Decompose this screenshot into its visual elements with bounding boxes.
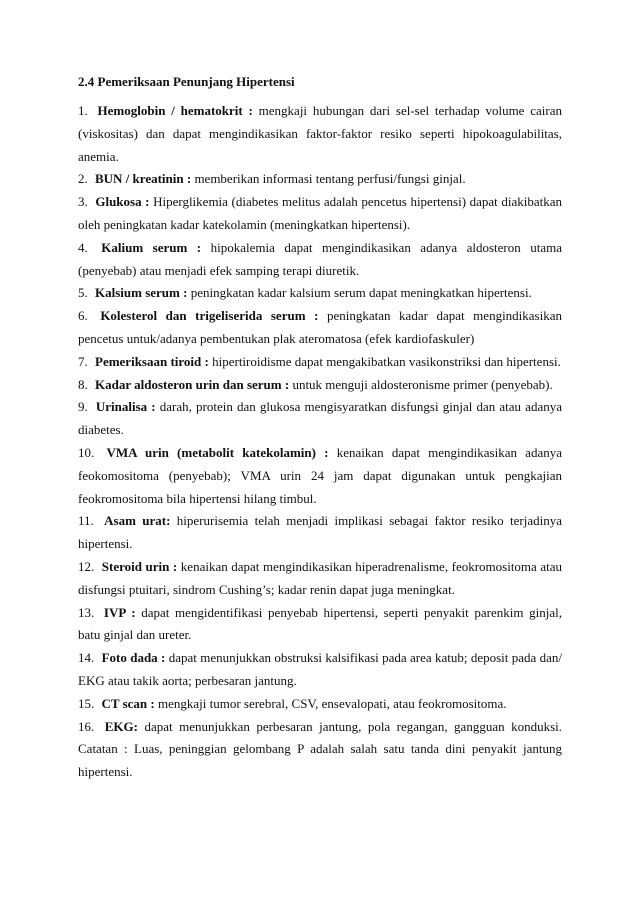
item-number: 5.	[78, 285, 88, 301]
item-number: 8.	[78, 376, 88, 392]
item-text: untuk menguji aldosteronisme primer (penyebab).	[289, 376, 553, 392]
list-item	[78, 351, 562, 374]
item-term: Pemeriksaan tiroid :	[95, 353, 209, 369]
item-number: 4.	[78, 239, 88, 255]
exam-list	[78, 100, 562, 784]
section-heading: 2.4 Pemeriksaan Penunjang Hipertensi	[78, 74, 295, 89]
item-text: peningkatan kadar kalsium serum dapat meningkatkan hipertensi.	[187, 285, 532, 301]
item-term: Steroid urin :	[101, 558, 178, 574]
list-item	[78, 282, 562, 305]
list-item	[78, 237, 562, 283]
item-term: Hemoglobin / hematokrit :	[97, 103, 253, 118]
list-item	[78, 693, 562, 716]
item-term: Glukosa :	[95, 194, 150, 210]
list-item	[78, 647, 562, 693]
item-text: darah, protein dan glukosa mengisyaratkan disfungsi ginjal dan atau adanya diabetes.	[78, 399, 562, 438]
item-number: 15.	[78, 695, 95, 711]
list-item	[78, 396, 562, 442]
item-term: Kolesterol dan trigeliserida serum :	[100, 308, 319, 324]
item-term: Kalsium serum :	[95, 285, 188, 301]
item-number: 9.	[78, 399, 88, 415]
item-number: 3.	[78, 194, 88, 210]
list-item	[78, 442, 562, 510]
item-term: Foto dada :	[101, 650, 166, 666]
item-number: 13.	[78, 604, 95, 620]
item-number: 1.	[78, 103, 88, 118]
item-text: hiperurisemia telah menjadi implikasi sebagai faktor resiko terjadinya hipertensi.	[78, 513, 563, 552]
item-text: hipertiroidisme dapat mengakibatkan vasikonstriksi dan hipertensi.	[208, 353, 561, 369]
item-text: mengkaji tumor serebral, CSV, ensevalopati, atau feokromositoma.	[154, 695, 507, 711]
list-item	[78, 168, 562, 191]
list-item	[78, 510, 562, 556]
item-term: Kalium serum :	[101, 239, 202, 255]
item-text: mengkaji hubungan dari sel-sel terhadap volume cairan (viskositas) dan dapat mengindikasikan faktor-faktor resiko seperti hipokoagulabilitas, anemia.	[78, 103, 562, 164]
item-text: dapat menunjukkan obstruksi kalsifikasi pada area katub; deposit pada dan/ EKG atau takik aorta; perbesaran jantung.	[78, 650, 563, 688]
item-number: 6.	[78, 308, 88, 324]
list-item	[78, 100, 562, 168]
list-item	[78, 374, 562, 397]
item-term: Kadar aldosteron urin dan serum :	[95, 376, 290, 392]
item-term: EKG:	[104, 718, 138, 734]
item-number: 12.	[78, 558, 95, 574]
list-item	[78, 602, 562, 648]
item-text: Hiperglikemia (diabetes melitus adalah pencetus hipertensi) dapat diakibatkan oleh peningkatan kadar katekolamin (meningkatkan hipertensi).	[78, 194, 563, 232]
item-term: Asam urat:	[104, 513, 171, 529]
item-term: CT scan :	[101, 695, 155, 711]
item-number: 11.	[78, 513, 94, 529]
item-term: Urinalisa :	[95, 399, 156, 415]
list-item	[78, 716, 562, 784]
list-item	[78, 556, 562, 602]
item-number: 16.	[78, 718, 95, 734]
item-text: dapat menunjukkan perbesaran jantung, pola regangan, gangguan konduksi. Catatan : Luas, peninggian gelombang P adalah salah satu tanda dini penyakit jantung hipertensi.	[78, 718, 562, 780]
item-number: 7.	[78, 353, 88, 369]
list-item	[78, 191, 562, 237]
list-item	[78, 305, 562, 351]
item-number: 14.	[78, 650, 95, 666]
item-term: IVP :	[103, 604, 136, 620]
item-text: kenaikan dapat mengindikasikan adanya feokomositoma (penyebab); VMA urin 24 jam dapat digunakan untuk pengkajian feokromositoma bila hipertensi hilang timbul.	[78, 444, 562, 506]
item-term: BUN / kreatinin :	[95, 171, 192, 187]
item-number: 10.	[78, 444, 95, 460]
item-text: memberikan informasi tentang perfusi/fungsi ginjal.	[191, 171, 466, 187]
item-text: dapat mengidentifikasi penyebab hipertensi, seperti penyakit parenkim ginjal, batu ginjal dan ureter.	[78, 604, 562, 643]
item-text: hipokalemia dapat mengindikasikan adanya aldosteron utama (penyebab) atau menjadi efek samping terapi diuretik.	[78, 239, 563, 278]
item-number: 2.	[78, 171, 88, 187]
item-term: VMA urin (metabolit katekolamin) :	[106, 444, 329, 460]
item-text: kenaikan dapat mengindikasikan hiperadrenalisme, feokromositoma atau disfungsi ptuitari, sindrom Cushing’s; kadar renin dapat juga meningkat.	[78, 558, 563, 597]
item-text: peningkatan kadar dapat mengindikasikan pencetus untuk/adanya pembentukan plak ateromatosa (efek kardiofaskuler)	[78, 308, 563, 346]
